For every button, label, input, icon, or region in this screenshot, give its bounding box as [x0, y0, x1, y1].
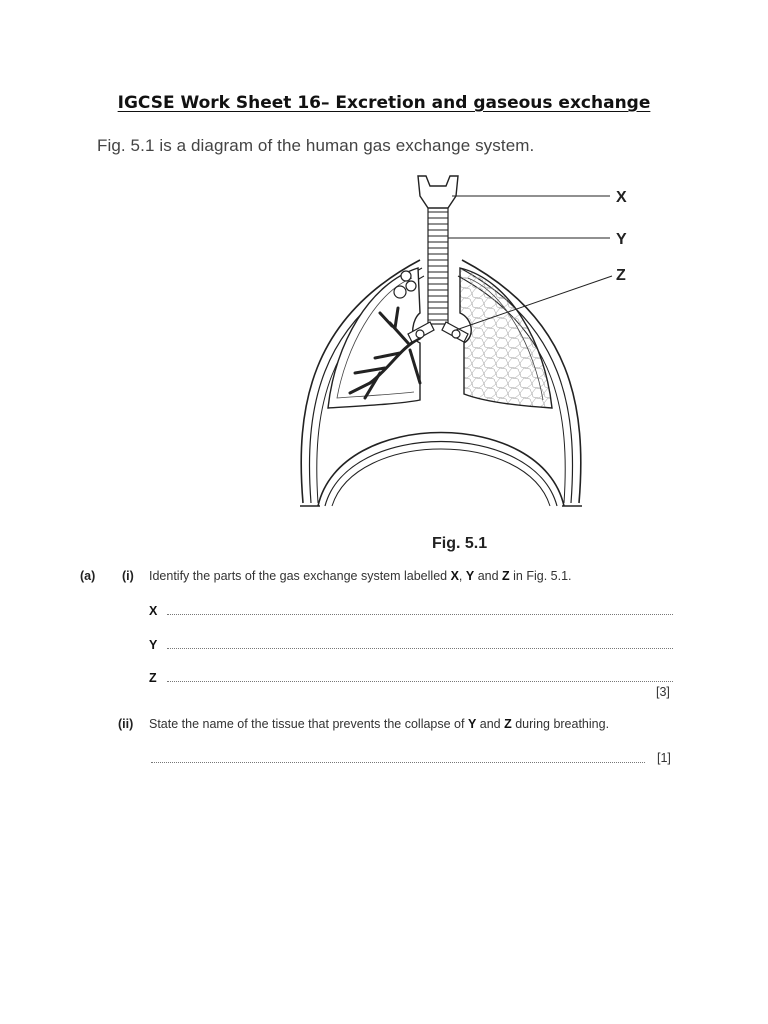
- answer-line-ii[interactable]: [151, 752, 645, 763]
- answer-line-z[interactable]: [149, 670, 673, 685]
- larynx: [418, 176, 458, 208]
- answer-line-y[interactable]: [149, 637, 673, 652]
- question-part-label: (a): [80, 569, 96, 583]
- diaphragm: [300, 433, 582, 507]
- label-y: Y: [616, 231, 627, 248]
- subquestion-i-text: Identify the parts of the gas exchange system labelled X, Y and Z in Fig. 5.1.: [149, 569, 572, 583]
- gas-exchange-diagram: [280, 168, 650, 518]
- trachea: [428, 206, 448, 324]
- figure-caption: Fig. 5.1: [432, 535, 488, 552]
- label-x: X: [616, 189, 627, 206]
- subquestion-ii-text: State the name of the tissue that prevents the collapse of Y and Z during breathing.: [149, 717, 610, 731]
- answer-line-x[interactable]: [149, 603, 673, 618]
- subquestion-ii-number: (ii): [118, 717, 134, 731]
- marks-a-ii: [1]: [657, 751, 671, 765]
- answer-label-y: Y: [149, 638, 158, 652]
- answer-label-x: X: [149, 604, 158, 618]
- subquestion-i-number: (i): [122, 569, 134, 583]
- answer-label-z: Z: [149, 671, 157, 685]
- label-z: Z: [616, 267, 626, 284]
- worksheet-title: IGCSE Work Sheet 16– Excretion and gaseous exchange: [117, 93, 651, 113]
- bronchi: [408, 322, 468, 342]
- intro-text: Fig. 5.1 is a diagram of the human gas exchange system.: [97, 136, 535, 155]
- marks-a-i: [3]: [656, 685, 670, 699]
